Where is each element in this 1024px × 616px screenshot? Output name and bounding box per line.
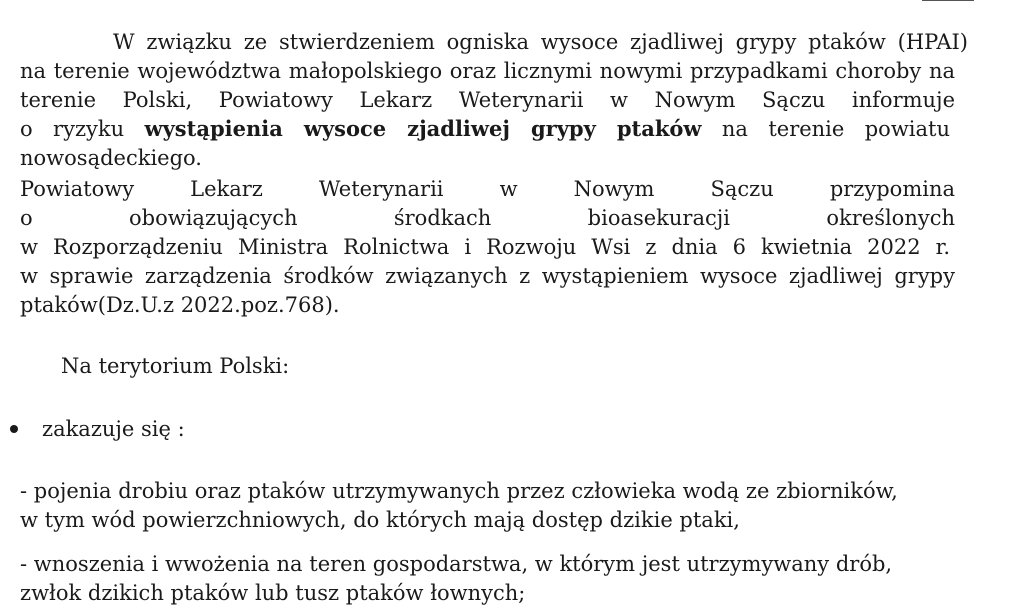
paragraph1-line1: W związku ze stwierdzeniem ogniska wysoce zjadliwej grypy ptaków (HPAI) xyxy=(113,30,968,54)
top-edge-mark xyxy=(922,0,974,1)
paragraph1-line2: na terenie województwa małopolskiego oraz licznymi nowymi przypadkami choroby na xyxy=(20,59,955,83)
paragraph2-line3: w Rozporządzeniu Ministra Rolnictwa i Rozwoju Wsi z dnia 6 kwietnia 2022 r. xyxy=(20,235,950,259)
paragraph1-line4-bold: wystąpienia wysoce zjadliwej grypy ptaków xyxy=(144,116,702,141)
prohibition-2-line1: - wnoszenia i wwożenia na teren gospodarstwa, w którym jest utrzymywany drób, xyxy=(20,552,893,576)
paragraph1-line5: nowosądeckiego. xyxy=(20,146,202,170)
paragraph1-line4-pre: o ryzyku xyxy=(20,117,145,141)
prohibition-1-line2: w tym wód powierzchniowych, do których mają dostęp dzikie ptaki, xyxy=(20,508,740,532)
paragraph2-line4: w sprawie zarządzenia środków związanych z wystąpieniem wysoce zjadliwej grypy xyxy=(20,264,955,288)
paragraph1-line4-post: na terenie powiatu xyxy=(701,117,950,141)
bullet-dot-icon xyxy=(10,425,18,433)
paragraph1-line3: terenie Polski, Powiatowy Lekarz Weterynarii w Nowym Sączu informuje xyxy=(20,88,955,112)
paragraph1-line4 xyxy=(20,116,950,142)
bullet-item xyxy=(10,416,185,442)
bullet-label: zakazuje się : xyxy=(42,417,185,441)
paragraph2-line1: Powiatowy Lekarz Weterynarii w Nowym Sączu przypomina xyxy=(20,177,955,201)
paragraph2-line5: ptaków(Dz.U.z 2022.poz.768). xyxy=(20,293,340,317)
prohibition-2-line2: zwłok dzikich ptaków lub tusz ptaków łownych; xyxy=(20,581,526,605)
prohibition-1-line1: - pojenia drobiu oraz ptaków utrzymywanych przez człowieka wodą ze zbiorników, xyxy=(20,479,898,503)
territory-heading: Na terytorium Polski: xyxy=(61,354,290,378)
paragraph2-line2: o obowiązujących środkach bioasekuracji określonych xyxy=(20,206,955,230)
